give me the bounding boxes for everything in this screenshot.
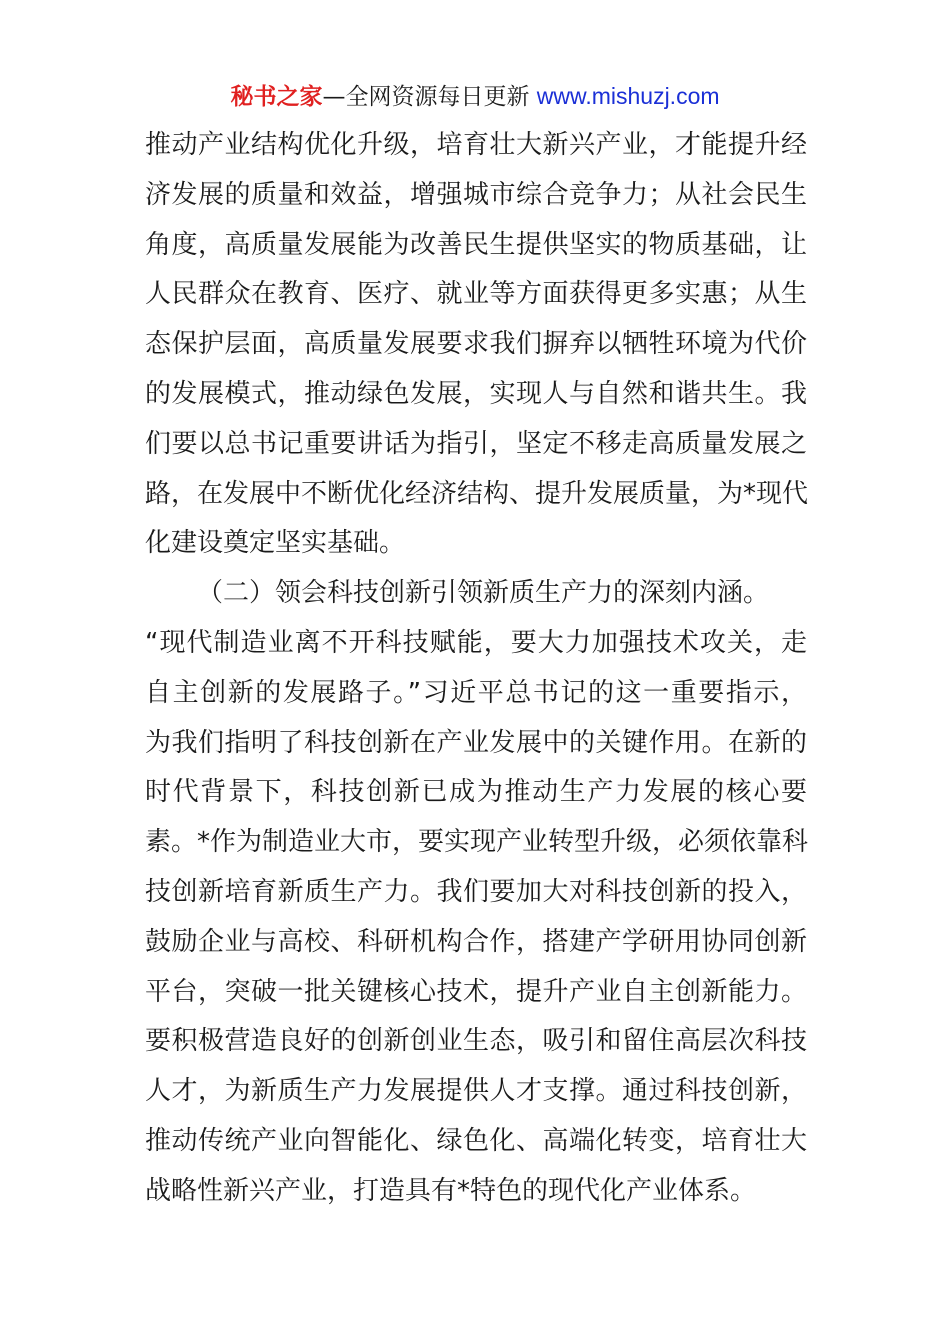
- text-line: 战略性新兴产业，打造具有*特色的现代化产业体系。: [145, 1175, 757, 1206]
- text-line: 要积极营造良好的创新创业生态，吸引和留住高层次科技: [145, 1026, 807, 1057]
- site-tagline: —全网资源每日更新: [322, 84, 530, 110]
- site-url-link[interactable]: www.mishuzj.com: [536, 83, 720, 109]
- text-line: 角度，高质量发展能为改善民生提供坚实的物质基础，让: [145, 229, 807, 260]
- text-line: 化建设奠定坚实基础。: [145, 528, 406, 559]
- text-line: 人民群众在教育、医疗、就业等方面获得更多实惠；从生: [145, 279, 807, 310]
- text-line: “现代制造业离不开科技赋能，要大力加强技术攻关，走: [145, 627, 807, 658]
- text-line: 路，在发展中不断优化经济结构、提升发展质量，为*现代: [145, 478, 809, 509]
- text-line: 人才，为新质生产力发展提供人才支撑。通过科技创新，: [145, 1076, 807, 1107]
- text-line: 鼓励企业与高校、科研机构合作，搭建产学研用协同创新: [145, 926, 807, 957]
- text-line: 自主创新的发展路子。”习近平总书记的这一重要指示，: [145, 677, 807, 708]
- site-brand: 秘书之家: [230, 84, 323, 110]
- text-line: 素。*作为制造业大市，要实现产业转型升级，必须依靠科: [145, 827, 809, 858]
- text-line: 态保护层面，高质量发展要求我们摒弃以牺牲环境为代价: [145, 329, 807, 360]
- text-line: 平台，突破一批关键核心技术，提升产业自主创新能力。: [145, 976, 807, 1007]
- text-line: 时代背景下，科技创新已成为推动生产力发展的核心要: [145, 777, 807, 808]
- text-line: 济发展的质量和效益，增强城市综合竞争力；从社会民生: [145, 179, 807, 210]
- text-line: 为我们指明了科技创新在产业发展中的关键作用。在新的: [145, 727, 807, 758]
- text-line: 们要以总书记重要讲话为指引，坚定不移走高质量发展之: [145, 428, 807, 459]
- text-line: 推动传统产业向智能化、绿色化、高端化转变，培育壮大: [145, 1125, 807, 1156]
- text-line: 的发展模式，推动绿色发展，实现人与自然和谐共生。我: [145, 378, 807, 409]
- text-line: 技创新培育新质生产力。我们要加大对科技创新的投入，: [145, 876, 807, 907]
- site-header: [0, 80, 950, 113]
- document-body: [145, 121, 807, 1217]
- text-line: 推动产业结构优化升级，培育壮大新兴产业，才能提升经: [145, 130, 807, 160]
- section-heading: （二）领会科技创新引领新质生产力的深刻内涵。: [197, 578, 770, 609]
